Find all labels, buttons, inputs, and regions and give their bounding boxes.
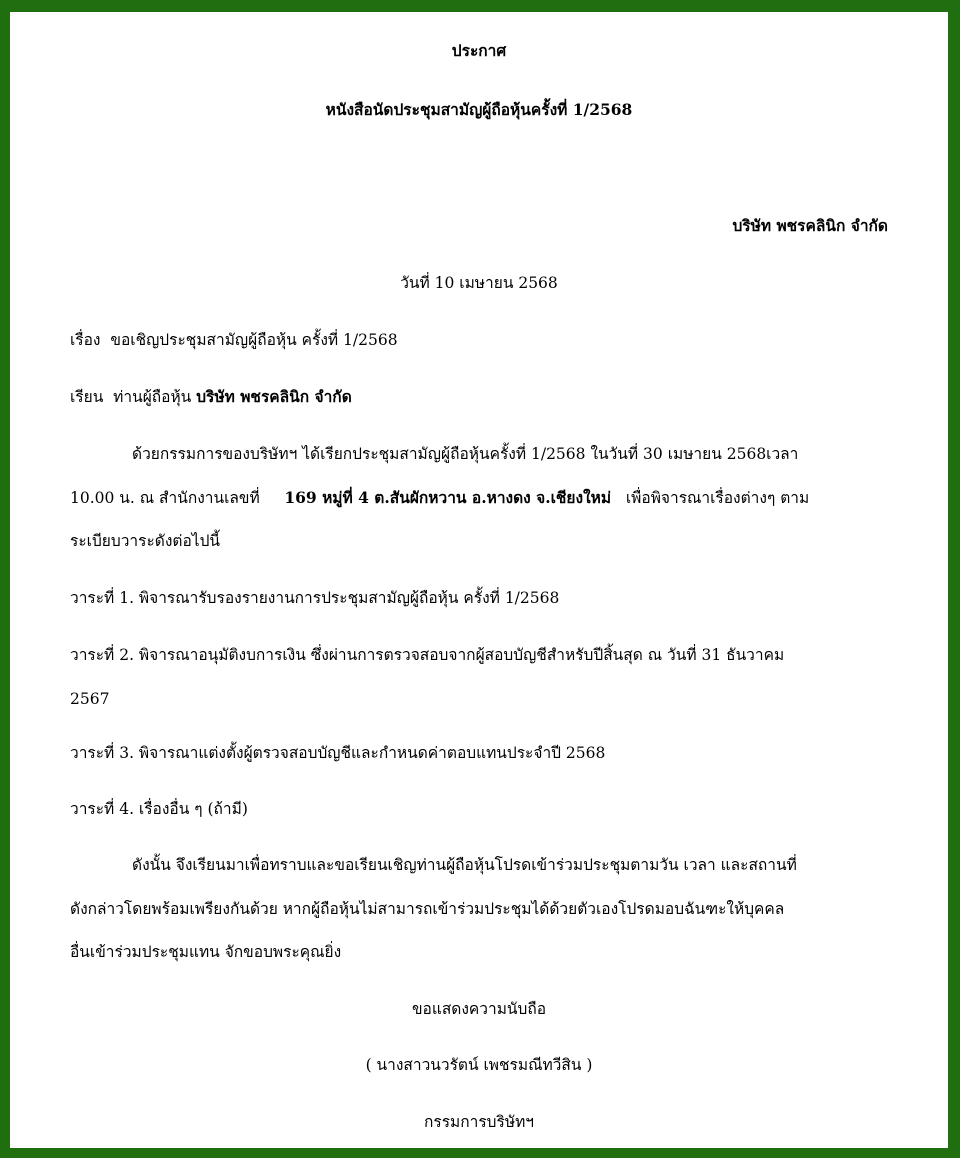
recipient-text: ท่านผู้ถือหุ้น [113, 388, 192, 406]
meeting-purpose: เพื่อพิจารณาเรื่องต่างๆ ตาม [625, 489, 810, 507]
meeting-address: 169 หมู่ที่ 4 ต.สันผักหวาน อ.หางดง จ.เชียงใหม่ [284, 488, 612, 507]
body-paragraph-1-line-1: ด้วยกรรมการของบริษัทฯ ได้เรียกประชุมสามัญผู้ถือหุ้นครั้งที่ 1/2568 ในวันที่ 30 เมษายน 2568เวลา [132, 445, 799, 463]
recipient-label: เรียน [70, 388, 104, 406]
company-name: บริษัท พชรคลินิก จำกัด [732, 216, 888, 235]
agenda-item-3: วาระที่ 3. พิจารณาแต่งตั้งผู้ตรวจสอบบัญชีและกำหนดค่าตอบแทนประจำปี 2568 [70, 744, 606, 762]
agenda-item-2-continued: 2567 [70, 690, 110, 708]
body-paragraph-1-line-3: ระเบียบวาระดังต่อไปนี้ [70, 532, 221, 550]
body-paragraph-1-line-2 [70, 487, 888, 509]
subject-text: ขอเชิญประชุมสามัญผู้ถือหุ้น ครั้งที่ 1/2568 [110, 331, 398, 349]
meeting-time-place: 10.00 น. ณ สำนักงานเลขที่ [70, 489, 260, 507]
recipient-line [70, 386, 888, 408]
document-page [10, 12, 948, 1148]
date-line: วันที่ 10 เมษายน 2568 [400, 274, 558, 292]
body-paragraph-2-line-3: อื่นเข้าร่วมประชุมแทน จักขอบพระคุณยิ่ง [70, 943, 342, 961]
document-title: หนังสือนัดประชุมสามัญผู้ถือหุ้นครั้งที่ 1/2568 [325, 100, 633, 119]
subject-line [70, 329, 888, 351]
agenda-item-2: วาระที่ 2. พิจารณาอนุมัติงบการเงิน ซึ่งผ่านการตรวจสอบจากผู้สอบบัญชีสำหรับปีสิ้นสุด ณ วันที่ 31 ธันวาคม [70, 646, 785, 664]
body-paragraph-2-line-1: ดังนั้น จึงเรียนมาเพื่อทราบและขอเรียนเชิญท่านผู้ถือหุ้นโปรดเข้าร่วมประชุมตามวัน เวลา และสถานที่ [132, 856, 797, 874]
agenda-item-4: วาระที่ 4. เรื่องอื่น ๆ (ถ้ามี) [70, 800, 248, 818]
body-paragraph-2-line-2: ดังกล่าวโดยพร้อมเพรียงกันด้วย หากผู้ถือหุ้นไม่สามารถเข้าร่วมประชุมได้ด้วยตัวเองโปรดมอบฉันฑะให้บุคคล [70, 900, 785, 918]
announcement-heading: ประกาศ [451, 41, 507, 60]
recipient-company: บริษัท พชรคลินิก จำกัด [196, 387, 352, 406]
agenda-item-1: วาระที่ 1. พิจารณารับรองรายงานการประชุมสามัญผู้ถือหุ้น ครั้งที่ 1/2568 [70, 589, 560, 607]
signer-name: ( นางสาวนวรัตน์ เพชรมณีทวีสิน ) [365, 1056, 593, 1074]
signer-position: กรรมการบริษัทฯ [424, 1113, 534, 1131]
subject-label: เรื่อง [70, 331, 101, 349]
closing-regards: ขอแสดงความนับถือ [411, 1000, 547, 1018]
